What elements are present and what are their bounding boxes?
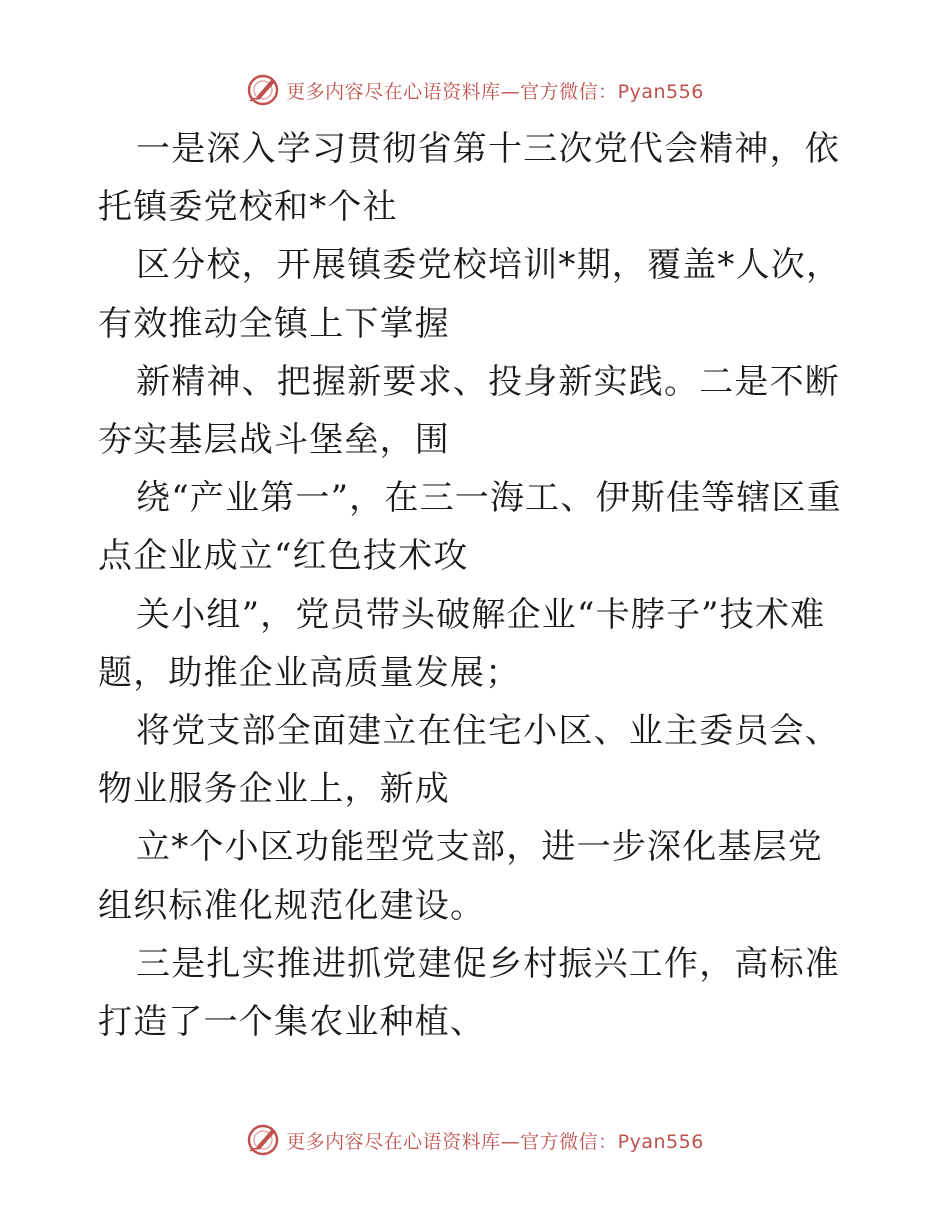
paragraph: 三是扎实推进抓党建促乡村振兴工作，高标准打造了一个集农业种植、 [98,943,840,1043]
paragraph: 新精神、把握新要求、投身新实践。二是不断夯实基层战斗堡垒，围 [98,361,840,461]
paragraph: 将党支部全面建立在住宅小区、业主委员会、物业服务企业上，新成 [98,711,840,810]
watermark-text: 更多内容尽在心语资料库—官方微信：Pyan556 [286,80,704,103]
quill-pen-logo-icon [246,73,280,107]
document-body [98,120,858,1051]
paragraph: 关小组”，党员带头破解企业“卡脖子”技术难题，助推企业高质量发展； [98,594,826,693]
header-watermark [0,70,950,110]
paragraph: 一是深入学习贯彻省第十三次党代会精神，依托镇委党校和*个社 [98,129,840,228]
quill-pen-logo-icon [246,1123,280,1157]
watermark-text: 更多内容尽在心语资料库—官方微信：Pyan556 [286,1130,704,1153]
footer-watermark [0,1120,950,1160]
paragraph: 立*个小区功能型党支部，进一步深化基层党组织标准化规范化建设。 [98,827,823,926]
paragraph: 区分校，开展镇委党校培训*期，覆盖*人次，有效推动全镇上下掌握 [98,245,842,344]
paragraph: 绕“产业第一”，在三一海工、伊斯佳等辖区重点企业成立“红色技术攻 [98,478,842,577]
